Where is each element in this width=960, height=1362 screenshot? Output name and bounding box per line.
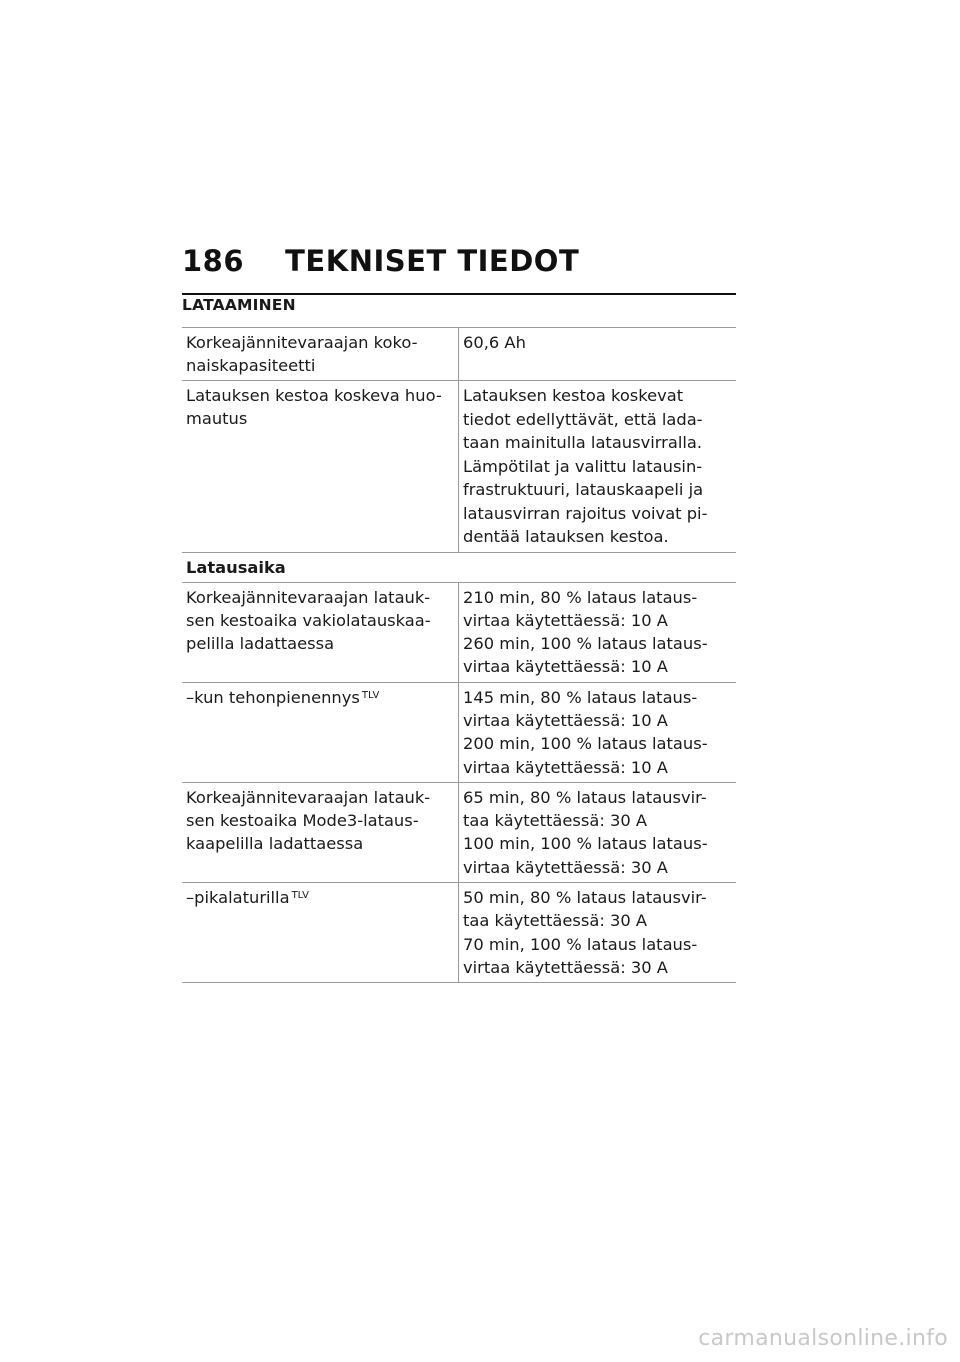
watermark: carmanualsonline.info	[698, 1326, 948, 1351]
value-100-percent: 200 min, 100 % lataus lataus- virtaa käytettäessä: 10 A	[463, 734, 708, 777]
chapter-title: TEKNISET TIEDOT	[285, 244, 580, 278]
value-100-percent: 70 min, 100 % lataus lataus- virtaa käytettäessä: 30 A	[463, 934, 698, 977]
value-80-percent: 65 min, 80 % lataus latausvir- taa käytettäessä: 30 A	[463, 787, 707, 831]
table-row	[182, 552, 736, 582]
row-value-mode3	[459, 782, 737, 882]
row-label-note: Latauksen kestoa koskeva huo- mautus	[182, 381, 459, 553]
row-label-standard: Korkeajännitevaraajan latauk- sen kestoaika vakiolatauskaa- pelilla ladattaessa	[182, 582, 459, 682]
table-row	[182, 682, 736, 782]
table-row	[182, 582, 736, 682]
section-title: LATAAMINEN	[182, 296, 296, 314]
label-text: –pikalaturilla	[186, 888, 290, 908]
label-text: –kun tehonpienennys	[186, 687, 360, 707]
table-row	[182, 883, 736, 983]
row-label-fast	[182, 883, 459, 983]
page-header	[182, 244, 736, 278]
row-label-reduced	[182, 682, 459, 782]
value-80-percent: 145 min, 80 % lataus lataus- virtaa käytettäessä: 10 A	[463, 687, 698, 730]
row-label-capacity: Korkeajännitevaraajan koko- naiskapasiteetti	[182, 328, 459, 381]
tlv-superscript: TLV	[361, 689, 380, 701]
row-label-mode3: Korkeajännitevaraajan latauk- sen kestoaika Mode3-lataus- kaapelilla ladattaessa	[182, 782, 459, 882]
row-value-standard	[459, 582, 737, 682]
value-100-percent: 100 min, 100 % lataus lataus- virtaa käytettäessä: 30 A	[463, 834, 708, 877]
table-row	[182, 782, 736, 882]
page-number: 186	[182, 244, 245, 278]
row-value-note: Latauksen kestoa koskevat tiedot edellyttävät, että lada- taan mainitulla latausvirralla. Lämpötilat ja valittu latausin- frastruktuuri, latauskaapeli ja latausvirran rajoitus voivat pi- dentää latauksen kestoa.	[459, 381, 737, 553]
value-100-percent: 260 min, 100 % lataus lataus- virtaa käytettäessä: 10 A	[463, 634, 708, 677]
subheading-charging-time: Latausaika	[182, 552, 736, 582]
row-value-fast	[459, 883, 737, 983]
table-row	[182, 328, 736, 381]
row-value-reduced	[459, 682, 737, 782]
value-80-percent: 210 min, 80 % lataus lataus- virtaa käytettäessä: 10 A	[463, 587, 698, 630]
tlv-superscript: TLV	[291, 890, 309, 902]
row-value-capacity: 60,6 Ah	[459, 328, 737, 381]
table-row	[182, 381, 736, 553]
value-80-percent: 50 min, 80 % lataus latausvir- taa käytettäessä: 30 A	[463, 888, 707, 931]
charging-spec-table	[182, 327, 736, 983]
section-rule	[182, 293, 736, 295]
